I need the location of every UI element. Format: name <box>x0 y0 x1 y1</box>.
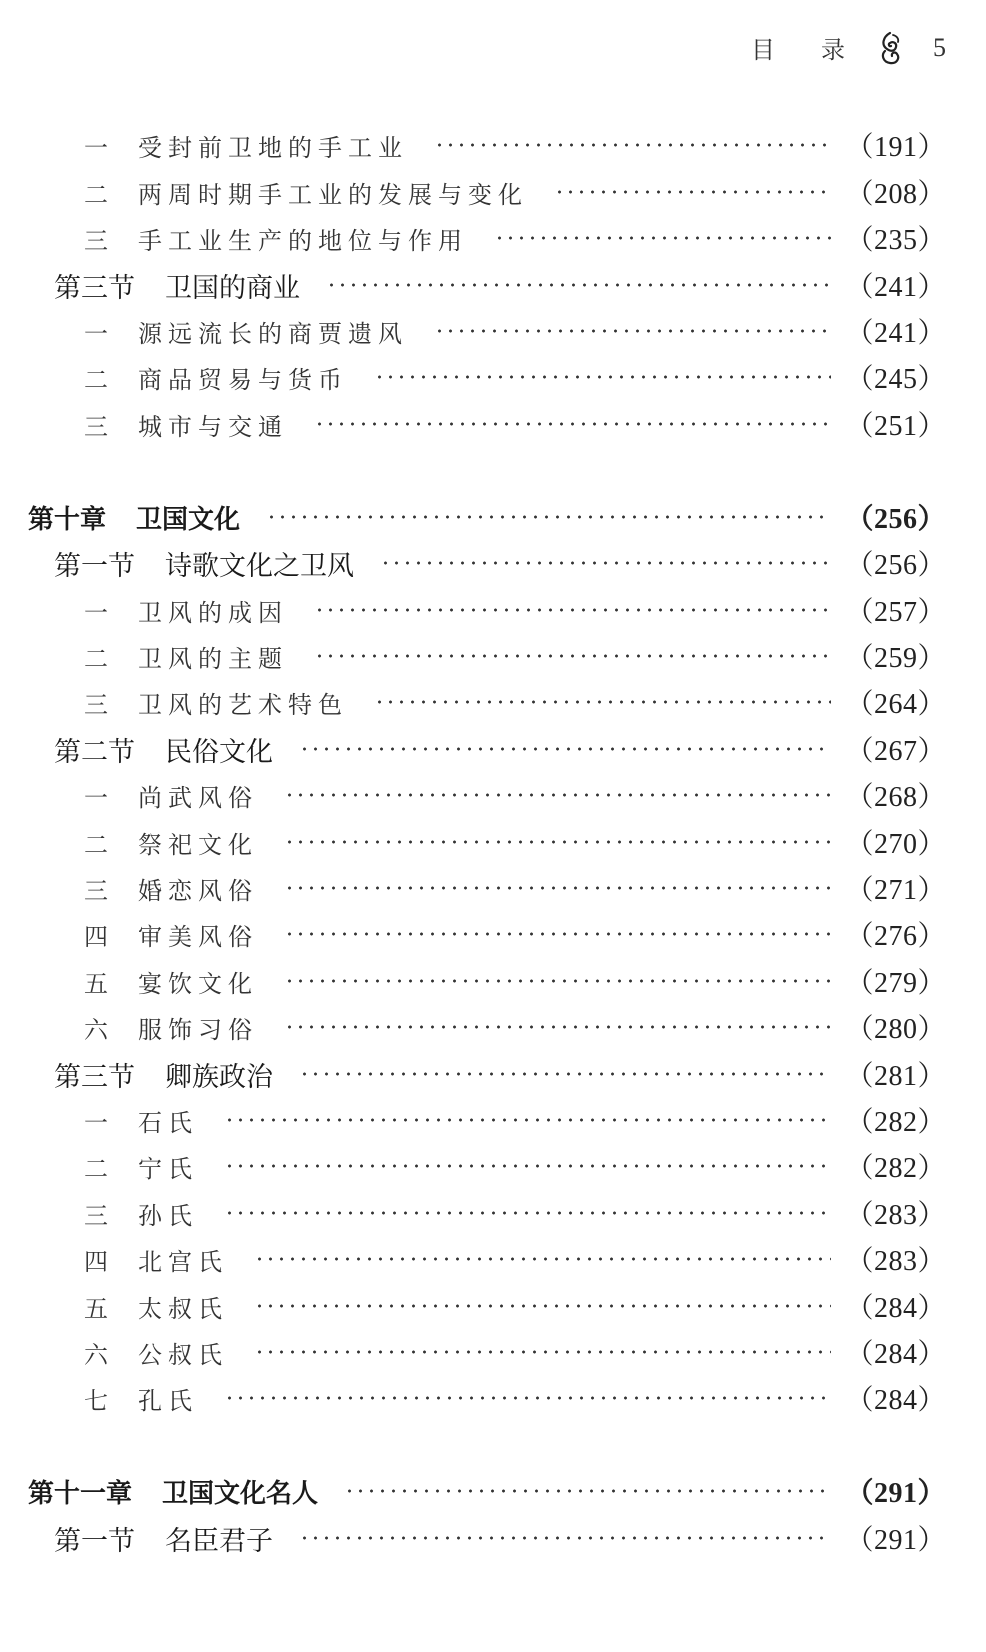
dot-leader <box>254 1332 831 1372</box>
entry-number: 三 <box>84 690 114 719</box>
entry-page: （283） <box>845 1246 946 1277</box>
entry-page: （291） <box>845 1525 946 1556</box>
entry-page: （268） <box>845 782 946 813</box>
toc-entry[interactable] <box>0 1378 946 1418</box>
entry-title: 太叔氏 <box>138 1294 228 1323</box>
entry-number: 六 <box>84 1340 114 1369</box>
entry-number: 一 <box>84 1108 114 1137</box>
dot-leader <box>434 311 831 351</box>
toc-entry[interactable] <box>0 914 946 954</box>
entry-title: 城市与交通 <box>138 412 288 441</box>
dot-leader <box>284 775 831 815</box>
entry-number: 第十章 <box>28 504 107 535</box>
dot-leader <box>434 125 831 165</box>
dot-leader <box>380 543 831 583</box>
entry-number: 五 <box>84 969 114 998</box>
entry-number: 七 <box>84 1386 114 1415</box>
dot-leader <box>284 914 831 954</box>
dot-leader <box>374 682 831 722</box>
entry-title: 北宫氏 <box>138 1247 228 1276</box>
entry-title: 名臣君子 <box>165 1525 273 1556</box>
dot-leader <box>284 1007 831 1047</box>
entry-page: （282） <box>845 1153 946 1184</box>
entry-number: 第一节 <box>54 550 135 581</box>
running-header <box>751 30 946 65</box>
entry-page: （276） <box>845 921 946 952</box>
entry-number: 三 <box>84 876 114 905</box>
dot-leader <box>254 1286 831 1326</box>
entry-page: （191） <box>845 132 946 163</box>
toc-entry[interactable] <box>0 1286 946 1326</box>
entry-page: （279） <box>845 968 946 999</box>
toc-entry[interactable] <box>0 636 946 676</box>
entry-page: （284） <box>845 1385 946 1416</box>
entry-page: （284） <box>845 1293 946 1324</box>
toc-entry[interactable] <box>0 265 946 305</box>
dot-leader <box>494 218 831 258</box>
entry-title: 尚武风俗 <box>138 783 258 812</box>
toc-entry[interactable] <box>0 172 946 212</box>
entry-page: （291） <box>845 1478 946 1509</box>
entry-number: 第三节 <box>54 272 135 303</box>
page-number: 5 <box>933 32 946 62</box>
dot-leader <box>284 961 831 1001</box>
entry-title: 卫国文化名人 <box>162 1478 319 1509</box>
entry-number: 二 <box>84 365 114 394</box>
toc-entry[interactable] <box>0 543 946 583</box>
dot-leader <box>254 1239 831 1279</box>
entry-page: （283） <box>845 1200 946 1231</box>
dot-leader <box>224 1146 831 1186</box>
entry-page: （208） <box>845 179 946 210</box>
entry-title: 婚恋风俗 <box>138 876 258 905</box>
entry-title: 商品贸易与货币 <box>138 365 348 394</box>
entry-number: 二 <box>84 644 114 673</box>
entry-number: 第三节 <box>54 1061 135 1092</box>
entry-number: 三 <box>84 1201 114 1230</box>
entry-number: 五 <box>84 1294 114 1323</box>
entry-number: 一 <box>84 133 114 162</box>
entry-title: 祭祀文化 <box>138 830 258 859</box>
entry-page: （282） <box>845 1107 946 1138</box>
entry-page: （284） <box>845 1339 946 1370</box>
toc-entry[interactable] <box>0 868 946 908</box>
entry-title: 源远流长的商贾遗风 <box>138 319 408 348</box>
entry-title: 孔氏 <box>138 1386 198 1415</box>
entry-title: 卫国的商业 <box>165 272 300 303</box>
dot-leader <box>284 868 831 908</box>
toc-entry[interactable] <box>0 729 946 769</box>
entry-page: （251） <box>845 411 946 442</box>
toc-entry[interactable] <box>0 497 946 537</box>
entry-number: 二 <box>84 180 114 209</box>
entry-number: 六 <box>84 1015 114 1044</box>
entry-number: 四 <box>84 1247 114 1276</box>
entry-page: （271） <box>845 875 946 906</box>
toc-entry[interactable] <box>0 357 946 397</box>
toc-entry[interactable] <box>0 1239 946 1279</box>
entry-title: 卫风的成因 <box>138 598 288 627</box>
entry-page: （241） <box>845 318 946 349</box>
entry-page: （281） <box>845 1061 946 1092</box>
entry-title: 卫国文化 <box>136 504 241 535</box>
entry-number: 一 <box>84 783 114 812</box>
entry-number: 第二节 <box>54 736 135 767</box>
entry-title: 服饰习俗 <box>138 1015 258 1044</box>
entry-number: 二 <box>84 1154 114 1183</box>
dot-leader <box>314 404 831 444</box>
dot-leader <box>314 636 831 676</box>
entry-title: 诗歌文化之卫风 <box>165 550 354 581</box>
toc-entry[interactable] <box>0 218 946 258</box>
entry-title: 卿族政治 <box>165 1061 273 1092</box>
toc-entry[interactable] <box>0 1193 946 1233</box>
entry-number: 一 <box>84 319 114 348</box>
header-title: 目录 <box>751 36 891 64</box>
entry-title: 石氏 <box>138 1108 198 1137</box>
dot-leader <box>314 590 831 630</box>
entry-page: （270） <box>845 829 946 860</box>
dot-leader <box>374 357 831 397</box>
entry-number: 三 <box>84 412 114 441</box>
dot-leader <box>344 1471 831 1511</box>
entry-title: 受封前卫地的手工业 <box>138 133 408 162</box>
toc-entry[interactable] <box>0 404 946 444</box>
toc-entry[interactable] <box>0 1007 946 1047</box>
dot-leader <box>224 1100 831 1140</box>
entry-title: 孙氏 <box>138 1201 198 1230</box>
dot-leader <box>299 1054 831 1094</box>
dot-leader <box>266 497 831 537</box>
entry-page: （257） <box>845 597 946 628</box>
ornament-icon <box>877 31 903 65</box>
entry-page: （264） <box>845 689 946 720</box>
toc-entry[interactable] <box>0 1054 946 1094</box>
dot-leader <box>299 729 831 769</box>
entry-title: 卫风的艺术特色 <box>138 690 348 719</box>
toc-entry[interactable] <box>0 590 946 630</box>
entry-title: 两周时期手工业的发展与变化 <box>138 180 528 209</box>
toc-entry[interactable] <box>0 682 946 722</box>
entry-page: （267） <box>845 736 946 767</box>
entry-page: （241） <box>845 272 946 303</box>
toc-entry[interactable] <box>0 1518 946 1558</box>
entry-title: 宴饮文化 <box>138 969 258 998</box>
entry-title: 审美风俗 <box>138 922 258 951</box>
entry-title: 民俗文化 <box>165 736 273 767</box>
dot-leader <box>326 265 831 305</box>
toc-entry[interactable] <box>0 311 946 351</box>
dot-leader <box>224 1193 831 1233</box>
toc-entry[interactable] <box>0 961 946 1001</box>
entry-number: 二 <box>84 830 114 859</box>
toc-entry[interactable] <box>0 125 946 165</box>
toc-entry[interactable] <box>0 1471 946 1511</box>
entry-title: 公叔氏 <box>138 1340 228 1369</box>
toc-entry[interactable] <box>0 1146 946 1186</box>
entry-title: 手工业生产的地位与作用 <box>138 226 468 255</box>
entry-number: 第十一章 <box>28 1478 133 1509</box>
entry-page: （280） <box>845 1014 946 1045</box>
entry-number: 一 <box>84 598 114 627</box>
entry-number: 三 <box>84 226 114 255</box>
entry-title: 卫风的主题 <box>138 644 288 673</box>
dot-leader <box>224 1378 831 1418</box>
entry-title: 宁氏 <box>138 1154 198 1183</box>
entry-page: （245） <box>845 364 946 395</box>
entry-page: （256） <box>845 504 946 535</box>
dot-leader <box>284 822 831 862</box>
toc-entry[interactable] <box>0 822 946 862</box>
toc-entry[interactable] <box>0 1100 946 1140</box>
dot-leader <box>554 172 831 212</box>
entry-page: （235） <box>845 225 946 256</box>
toc-entry[interactable] <box>0 775 946 815</box>
entry-page: （259） <box>845 643 946 674</box>
toc-entry[interactable] <box>0 1332 946 1372</box>
entry-number: 四 <box>84 922 114 951</box>
entry-number: 第一节 <box>54 1525 135 1556</box>
entry-page: （256） <box>845 550 946 581</box>
dot-leader <box>299 1518 831 1558</box>
